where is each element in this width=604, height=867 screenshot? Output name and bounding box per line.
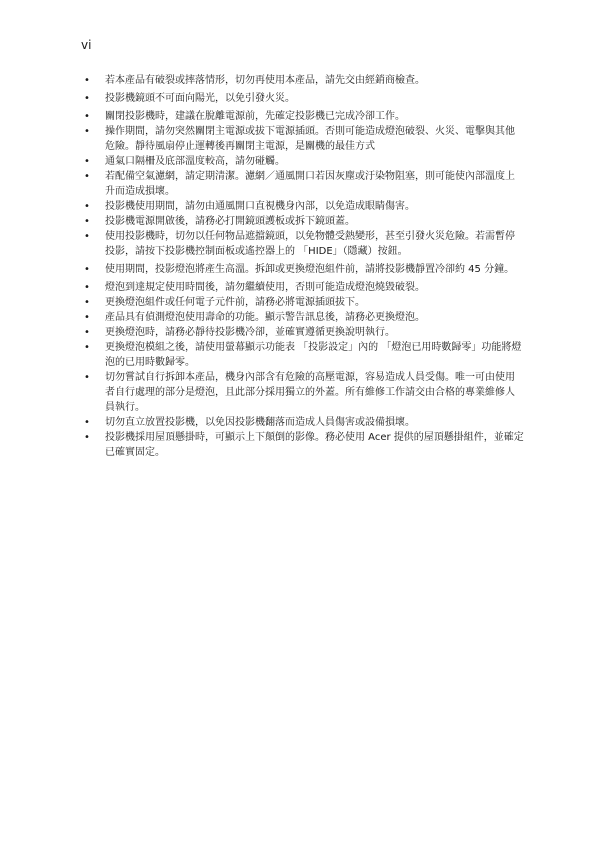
list-item [84,325,524,340]
list-item [84,214,524,229]
list-item-text: 更換燈泡模組之後，請使用螢幕顯示功能表 「投影設定」內的 「燈泡已用時數歸零」功能將燈泡的已用時數歸零。 [105,342,522,368]
list-item-text: 若配備空氣濾網，請定期清潔。濾網／通風開口若因灰塵或汙染物阻塞，則可能使內部溫度上升而造成損壞。 [105,171,515,197]
bullet-icon: • [84,93,90,104]
list-item [84,229,524,259]
bullet-icon: • [84,201,90,212]
bullet-icon: • [84,282,90,293]
list-item-text: 投影機使用期間，請勿由通風開口直視機身內部，以免造成眼睛傷害。 [105,201,415,212]
list-item [84,91,524,106]
list-item-text: 切勿直立放置投影機，以免因投影機翻落而造成人員傷害或設備損壞。 [105,417,415,428]
bullet-icon: • [84,111,90,122]
bullet-icon: • [84,312,90,323]
bullet-icon: • [84,216,90,227]
list-item [84,280,524,295]
bullet-icon: • [84,264,90,275]
list-item-text: 更換燈泡時，請務必靜待投影機冷卻，並確實遵循更換說明執行。 [105,327,395,338]
bullet-icon: • [84,432,90,443]
bullet-icon: • [84,156,90,167]
bullet-icon: • [84,126,90,137]
list-item-text: 關閉投影機時，建議在脫離電源前，先確定投影機已完成冷卻工作。 [105,111,405,122]
bullet-icon: • [84,327,90,338]
list-item-text: 操作期間，請勿突然關閉主電源或拔下電源插頭。否則可能造成燈泡破裂、火災、電擊與其他危險。靜待風扇停止運轉後再關閉主電源，是關機的最佳方式 [105,126,515,152]
bullet-icon: • [84,231,90,242]
page-number: vi [81,38,92,52]
list-item-text: 切勿嘗試自行拆卸本產品，機身內部含有危險的高壓電源，容易造成人員受傷。唯一可由使用者自行處理的部分是燈泡，且此部分採用獨立的外蓋。所有維修工作請交由合格的專業維修人員執行。 [105,372,515,413]
list-item-text: 使用投影機時，切勿以任何物品遮擋鏡頭，以免物體受熱變形，甚至引發火災危險。若需暫停投影，請按下投影機控制面板或遙控器上的 「HIDE」（隱藏）按鈕。 [105,231,515,257]
bullet-icon: • [84,297,90,308]
list-item-text: 投影機電源開啟後，請務必打開鏡頭護板或拆下鏡頭蓋。 [105,216,355,227]
list-item-text: 若本產品有破裂或摔落情形，切勿再使用本產品，請先交由經銷商檢查。 [105,75,425,86]
list-item-text: 投影機鏡頭不可面向陽光，以免引發火災。 [105,93,295,104]
list-item [84,262,524,277]
list-item-text: 通氣口隔柵及底部溫度較高，請勿碰觸。 [105,156,285,167]
bullet-icon: • [84,342,90,353]
bullet-icon: • [84,171,90,182]
list-item-text: 燈泡到達規定使用時間後，請勿繼續使用，否則可能造成燈泡燒毀破裂。 [105,282,425,293]
list-item [84,199,524,214]
list-item [84,124,524,154]
list-item-text: 使用期間，投影燈泡將產生高溫。拆卸或更換燈泡組件前，請將投影機靜置冷卻約 45 分鐘。 [105,264,515,275]
list-item [84,415,524,430]
bullet-icon: • [84,417,90,428]
list-item [84,73,524,88]
bullet-icon: • [84,372,90,383]
list-item [84,310,524,325]
list-item [84,295,524,310]
list-item [84,370,524,415]
list-item-text: 更換燈泡組件或任何電子元件前，請務必將電源插頭拔下。 [105,297,365,308]
safety-bullet-list [84,73,524,460]
list-item [84,430,524,460]
list-item [84,154,524,169]
list-item [84,109,524,124]
list-item [84,169,524,199]
list-item-text: 產品具有偵測燈泡使用壽命的功能。顯示警告訊息後，請務必更換燈泡。 [105,312,425,323]
list-item-text: 投影機採用屋頂懸掛時，可顯示上下顛倒的影像。務必使用 Acer 提供的屋頂懸掛組件，並確定已確實固定。 [105,432,524,458]
bullet-icon: • [84,75,90,86]
list-item [84,340,524,370]
